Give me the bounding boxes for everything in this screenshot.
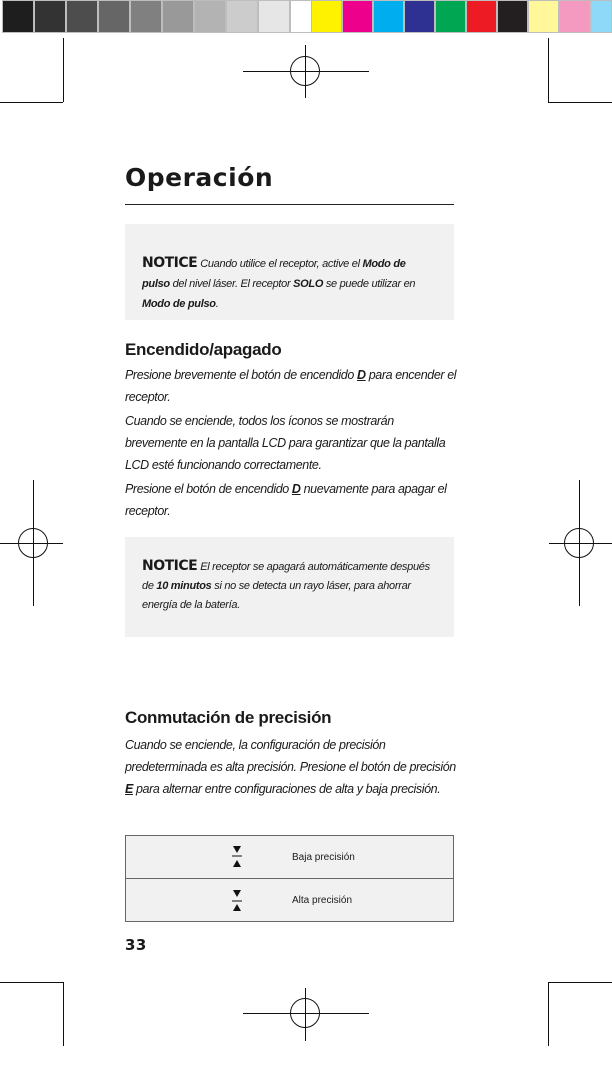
- gray-swatch: [162, 0, 194, 33]
- power-paragraph-3: Presione el botón de encendido D nuevamente para apagar el receptor.: [125, 482, 447, 518]
- gray-swatch: [130, 0, 162, 33]
- color-bar-colors: [311, 0, 612, 33]
- low-precision-icon: [230, 843, 244, 871]
- crop-mark: [548, 38, 549, 102]
- color-swatch: [311, 0, 342, 33]
- precision-key-e: E: [125, 782, 133, 796]
- color-swatch: [404, 0, 435, 33]
- notice-label: NOTICE: [142, 255, 198, 271]
- table-row: [126, 836, 454, 879]
- crop-mark: [0, 982, 63, 983]
- crop-mark: [0, 102, 63, 103]
- color-swatch: [559, 0, 590, 33]
- gray-swatch: [2, 0, 34, 33]
- color-swatch: [466, 0, 497, 33]
- color-swatch: [590, 0, 612, 33]
- power-paragraph-2: Cuando se enciende, todos los íconos se mostrarán brevemente en la pantalla LCD para garantizar que la pantalla LCD esté funcionando correctamente.: [125, 414, 446, 472]
- color-swatch: [497, 0, 528, 33]
- power-key-d: D: [357, 368, 366, 382]
- notice-auto-off: NOTICE El receptor se apagará automáticamente después de 10 minutos si no se detecta un rayo láser, para ahorrar energía de la batería.: [125, 537, 454, 637]
- color-swatch: [435, 0, 466, 33]
- page-title: Operación: [125, 163, 274, 192]
- crop-mark: [548, 982, 612, 983]
- notice-pulse-mode: NOTICE Cuando utilice el receptor, active el Modo de pulso del nivel láser. El receptor SOLO se puede utilizar en Modo de pulso.: [125, 224, 454, 320]
- color-swatch: [342, 0, 373, 33]
- gray-swatch: [226, 0, 258, 33]
- crop-mark: [548, 102, 612, 103]
- crop-mark: [63, 38, 64, 102]
- high-precision-icon: [230, 886, 244, 914]
- gray-swatch: [34, 0, 66, 33]
- table-row: [126, 879, 454, 922]
- crop-mark: [63, 982, 64, 1046]
- power-heading: Encendido/apagado: [125, 340, 282, 359]
- gray-swatch: [66, 0, 98, 33]
- precision-table: [125, 835, 454, 922]
- power-key-d: D: [291, 482, 301, 496]
- page-number: 33: [125, 936, 147, 954]
- low-precision-label: Baja precisión: [292, 851, 355, 863]
- color-swatch: [373, 0, 404, 33]
- notice-label: NOTICE: [142, 558, 198, 574]
- gray-swatch: [194, 0, 226, 33]
- precision-heading: Conmutación de precisión: [125, 708, 332, 727]
- high-precision-label: Alta precisión: [292, 894, 353, 906]
- gray-swatch: [98, 0, 130, 33]
- title-rule: [125, 204, 454, 205]
- crop-mark: [548, 982, 549, 1046]
- gray-swatch: [258, 0, 290, 33]
- color-swatch: [528, 0, 559, 33]
- power-paragraph-1: Presione brevemente el botón de encendido D para encender el receptor.: [125, 368, 457, 404]
- color-bar-gray: [2, 0, 322, 33]
- precision-paragraph: Cuando se enciende, la configuración de precisión predeterminada es alta precisión. Presione el botón de precisión E para alternar entre configuraciones de alta y baja precisión.: [125, 738, 456, 796]
